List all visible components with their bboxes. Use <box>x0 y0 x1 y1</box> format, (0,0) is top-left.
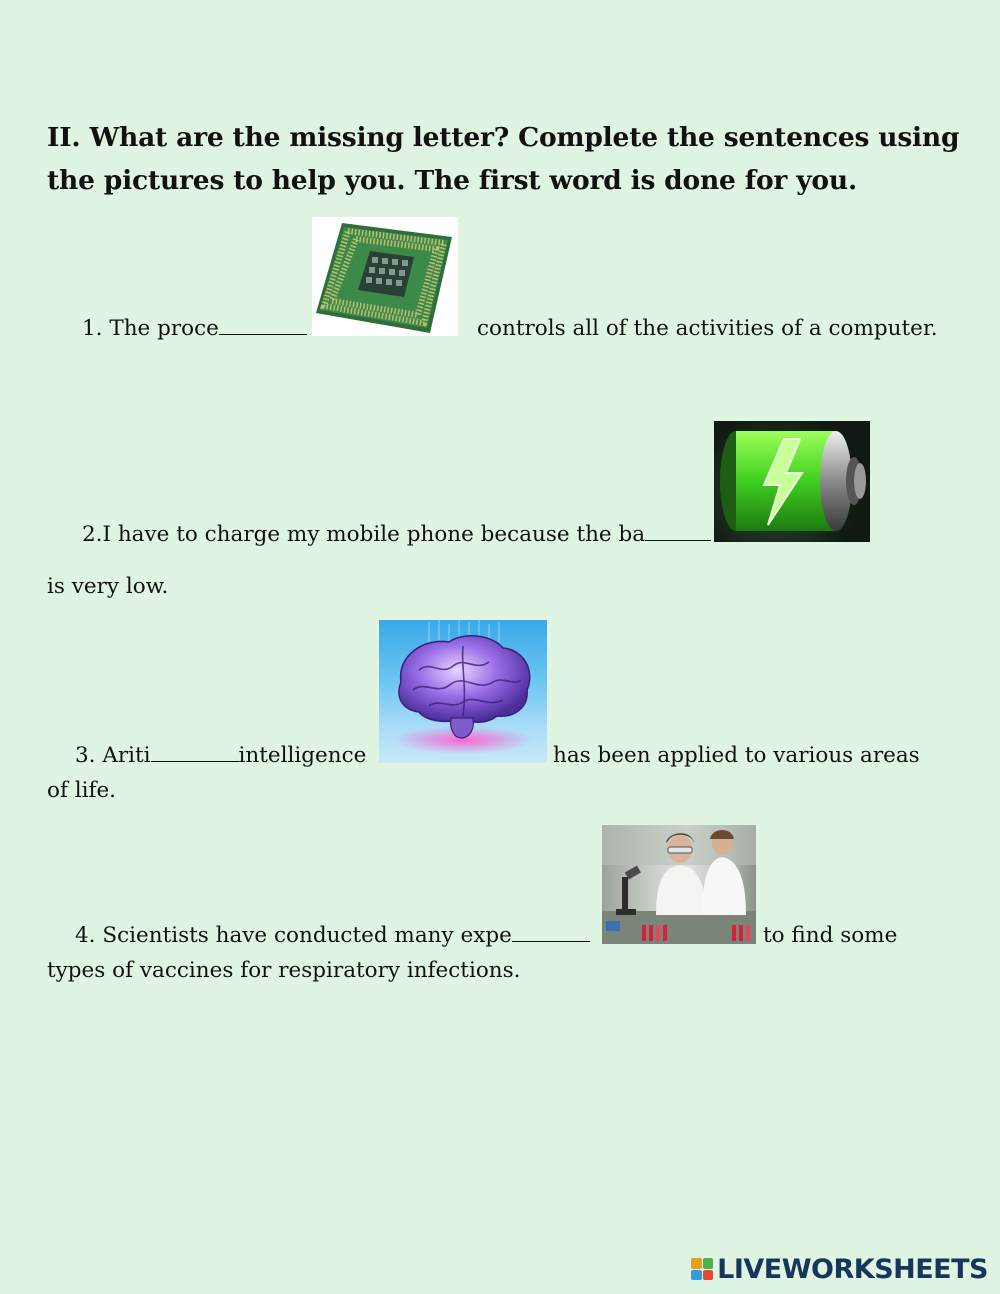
item-4-sentence-continued: types of vaccines for respiratory infections. <box>47 958 521 983</box>
item-3-text: 3. Ariti <box>75 743 151 768</box>
instruction-line-2: the pictures to help you. The first word is done for you. <box>47 165 857 196</box>
liveworksheets-logo[interactable] <box>691 1254 988 1284</box>
item-1-answer-blank[interactable] <box>219 316 307 335</box>
battery-icon <box>714 421 870 542</box>
item-1-sentence-start <box>82 316 307 342</box>
item-3-sentence-start <box>75 743 366 769</box>
processor-chip-icon <box>312 217 458 336</box>
item-2-answer-blank[interactable] <box>645 522 711 541</box>
item-4-text: 4. Scientists have conducted many expe <box>75 923 512 948</box>
processor-chip-image <box>312 217 458 336</box>
item-3-answer-blank[interactable] <box>151 743 239 762</box>
instruction-heading <box>47 116 967 202</box>
battery-image <box>714 421 870 542</box>
instruction-line-1: II. What are the missing letter? Complete the sentences using <box>47 122 960 153</box>
item-2-text: 2.I have to charge my mobile phone because the ba <box>82 522 646 547</box>
item-2-sentence-end: is very low. <box>47 574 169 599</box>
liveworksheets-logo-text: LIVEWORKSHEETS <box>717 1253 988 1285</box>
brain-image <box>379 620 547 763</box>
scientists-lab-image <box>602 825 756 944</box>
liveworksheets-logo-icon <box>691 1258 713 1280</box>
item-4-sentence-start <box>75 923 590 949</box>
item-3-sentence-end: has been applied to various areas <box>553 743 920 768</box>
item-2-sentence-start <box>82 522 711 548</box>
item-3-mid-text: intelligence <box>238 743 367 768</box>
item-4-answer-blank[interactable] <box>512 923 590 942</box>
item-1-text: 1. The proce <box>82 316 219 341</box>
item-4-sentence-end: to find some <box>763 923 898 948</box>
item-3-sentence-continued: of life. <box>47 778 117 803</box>
scientists-lab-icon <box>602 825 756 944</box>
brain-icon <box>379 620 547 763</box>
item-1-sentence-end: controls all of the activities of a computer. <box>477 316 938 341</box>
